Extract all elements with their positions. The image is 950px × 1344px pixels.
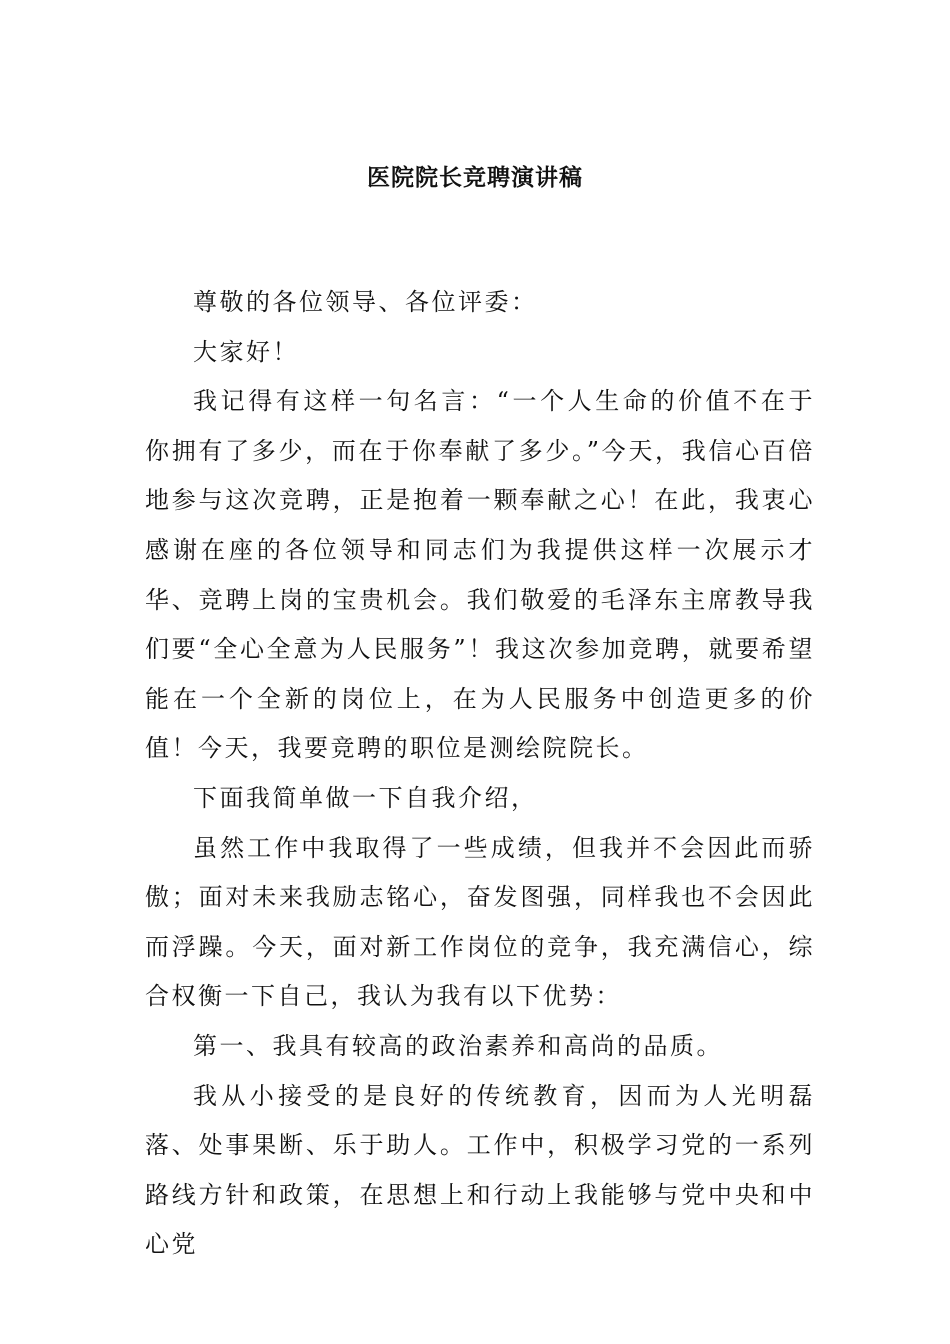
greeting-paragraph: 大家好！: [193, 337, 299, 366]
body-paragraph: 下面我简单做一下自我介绍，: [193, 783, 538, 812]
body-paragraph: 我从小接受的是良好的传统教育，因而为人光明磊落、处事果断、乐于助人。工作中，积极学习党的一系列路线方针和政策，在思想上和行动上我能够与党中央和中心党: [145, 1081, 815, 1259]
salutation-paragraph: 尊敬的各位领导、各位评委：: [193, 288, 538, 316]
body-paragraph: 虽然工作中我取得了一些成绩，但我并不会因此而骄傲；面对未来我励志铭心，奋发图强，同样我也不会因此而浮躁。今天，面对新工作岗位的竞争，我充满信心，综合权衡一下自己，我认为我有以下优势：: [145, 833, 815, 1011]
document-title: 医院院长竞聘演讲稿: [367, 164, 583, 191]
document-body: [145, 278, 815, 1270]
body-paragraph: 第一、我具有较高的政治素养和高尚的品质。: [193, 1031, 723, 1060]
body-paragraph: 我记得有这样一句名言：“一个人生命的价值不在于你拥有了多少，而在于你奉献了多少。”今天，我信心百倍地参与这次竞聘，正是抱着一颗奉献之心！在此，我衷心感谢在座的各位领导和同志们为我提供这样一次展示才华、竞聘上岗的宝贵机会。我们敬爱的毛泽东主席教导我们要“全心全意为人民服务”！我这次参加竞聘，就要希望能在一个全新的岗位上，在为人民服务中创造更多的价值！今天，我要竞聘的职位是测绘院院长。: [145, 387, 815, 763]
